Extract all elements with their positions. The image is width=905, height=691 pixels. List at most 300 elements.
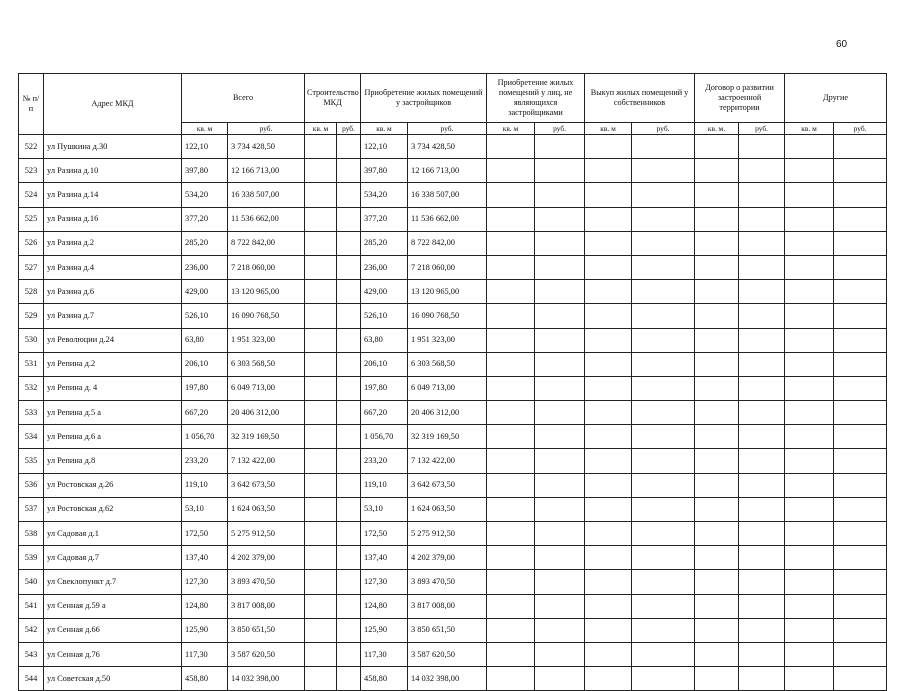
other-sum-cell — [834, 255, 887, 279]
developer-area-cell: 127,30 — [361, 570, 408, 594]
developer-sum-cell: 3 817 008,00 — [408, 594, 487, 618]
buyout-area-cell — [585, 376, 632, 400]
buyout-sum-cell — [632, 570, 695, 594]
agreement-sum-cell — [739, 425, 785, 449]
total-sum-cell: 7 218 060,00 — [228, 255, 305, 279]
developer-area-cell: 233,20 — [361, 449, 408, 473]
developer-sum-cell: 7 132 422,00 — [408, 449, 487, 473]
total-area-cell: 53,10 — [182, 497, 228, 521]
developer-area-cell: 172,50 — [361, 522, 408, 546]
construction-area-cell — [305, 570, 337, 594]
row-number: 526 — [19, 231, 44, 255]
agreement-area-cell — [695, 207, 739, 231]
developer-sum-cell: 3 734 428,50 — [408, 135, 487, 159]
table-row — [19, 401, 887, 425]
other-sum-cell — [834, 304, 887, 328]
buyout-area-cell — [585, 497, 632, 521]
total-sum-cell: 4 202 379,00 — [228, 546, 305, 570]
other-sum-cell — [834, 570, 887, 594]
table-row — [19, 183, 887, 207]
other-area-cell — [785, 425, 834, 449]
non-developer-sum-cell — [535, 231, 585, 255]
agreement-sum-cell — [739, 280, 785, 304]
row-address: ул Сенная д.59 а — [44, 594, 182, 618]
non-developer-area-cell — [487, 546, 535, 570]
construction-area-cell — [305, 522, 337, 546]
page-number: 60 — [836, 39, 848, 50]
other-area-cell — [785, 642, 834, 666]
agreement-area-cell — [695, 183, 739, 207]
agreement-area-cell — [695, 255, 739, 279]
non-developer-area-cell — [487, 183, 535, 207]
other-sum-cell — [834, 135, 887, 159]
construction-area-cell — [305, 135, 337, 159]
non-developer-sum-cell — [535, 522, 585, 546]
header-dev-agreement: Договор о развитии застроенной территории — [695, 74, 785, 123]
table-row — [19, 618, 887, 642]
non-developer-area-cell — [487, 594, 535, 618]
table-row — [19, 231, 887, 255]
total-sum-cell: 3 893 470,50 — [228, 570, 305, 594]
buyout-area-cell — [585, 570, 632, 594]
other-area-cell — [785, 401, 834, 425]
buyout-area-cell — [585, 183, 632, 207]
total-sum-cell: 14 032 398,00 — [228, 667, 305, 691]
row-number: 538 — [19, 522, 44, 546]
non-developer-sum-cell — [535, 497, 585, 521]
non-developer-area-cell — [487, 352, 535, 376]
agreement-sum-cell — [739, 618, 785, 642]
construction-sum-cell — [337, 280, 361, 304]
agreement-area-cell — [695, 328, 739, 352]
unit-rub: руб. — [535, 123, 585, 135]
non-developer-sum-cell — [535, 376, 585, 400]
buyout-sum-cell — [632, 159, 695, 183]
row-number: 532 — [19, 376, 44, 400]
construction-sum-cell — [337, 183, 361, 207]
non-developer-sum-cell — [535, 594, 585, 618]
total-sum-cell: 7 132 422,00 — [228, 449, 305, 473]
construction-sum-cell — [337, 642, 361, 666]
table-row — [19, 255, 887, 279]
total-area-cell: 206,10 — [182, 352, 228, 376]
other-area-cell — [785, 183, 834, 207]
agreement-area-cell — [695, 642, 739, 666]
other-sum-cell — [834, 159, 887, 183]
table-row — [19, 667, 887, 691]
buyout-sum-cell — [632, 183, 695, 207]
total-sum-cell: 3 587 620,50 — [228, 642, 305, 666]
row-address: ул Ростовская д.26 — [44, 473, 182, 497]
developer-sum-cell: 3 850 651,50 — [408, 618, 487, 642]
non-developer-area-cell — [487, 231, 535, 255]
agreement-area-cell — [695, 473, 739, 497]
header-total: Всего — [182, 74, 305, 123]
other-area-cell — [785, 546, 834, 570]
non-developer-sum-cell — [535, 401, 585, 425]
non-developer-sum-cell — [535, 135, 585, 159]
agreement-sum-cell — [739, 642, 785, 666]
table-row — [19, 328, 887, 352]
non-developer-sum-cell — [535, 183, 585, 207]
header-construction: Строительство МКД — [305, 74, 361, 123]
row-address: ул Репина д.6 а — [44, 425, 182, 449]
total-sum-cell: 11 536 662,00 — [228, 207, 305, 231]
agreement-sum-cell — [739, 667, 785, 691]
other-area-cell — [785, 159, 834, 183]
buyout-sum-cell — [632, 207, 695, 231]
developer-sum-cell: 1 951 323,00 — [408, 328, 487, 352]
row-address: ул Разина д.14 — [44, 183, 182, 207]
developer-area-cell: 526,10 — [361, 304, 408, 328]
developer-area-cell: 236,00 — [361, 255, 408, 279]
construction-area-cell — [305, 352, 337, 376]
table-row — [19, 570, 887, 594]
row-number: 540 — [19, 570, 44, 594]
unit-sqm: кв. м — [182, 123, 228, 135]
construction-area-cell — [305, 207, 337, 231]
other-sum-cell — [834, 594, 887, 618]
other-sum-cell — [834, 207, 887, 231]
row-address: ул Разина д.7 — [44, 304, 182, 328]
total-sum-cell: 16 090 768,50 — [228, 304, 305, 328]
construction-area-cell — [305, 449, 337, 473]
agreement-area-cell — [695, 159, 739, 183]
buyout-area-cell — [585, 231, 632, 255]
non-developer-area-cell — [487, 328, 535, 352]
unit-rub: руб. — [408, 123, 487, 135]
non-developer-area-cell — [487, 401, 535, 425]
developer-sum-cell: 3 893 470,50 — [408, 570, 487, 594]
total-sum-cell: 3 817 008,00 — [228, 594, 305, 618]
total-sum-cell: 13 120 965,00 — [228, 280, 305, 304]
construction-area-cell — [305, 546, 337, 570]
agreement-area-cell — [695, 231, 739, 255]
other-area-cell — [785, 280, 834, 304]
resettlement-table — [18, 73, 887, 691]
construction-sum-cell — [337, 546, 361, 570]
agreement-area-cell — [695, 352, 739, 376]
buyout-area-cell — [585, 207, 632, 231]
construction-sum-cell — [337, 135, 361, 159]
buyout-sum-cell — [632, 546, 695, 570]
buyout-area-cell — [585, 546, 632, 570]
construction-sum-cell — [337, 473, 361, 497]
construction-sum-cell — [337, 376, 361, 400]
agreement-area-cell — [695, 594, 739, 618]
construction-area-cell — [305, 376, 337, 400]
construction-sum-cell — [337, 231, 361, 255]
non-developer-sum-cell — [535, 449, 585, 473]
buyout-sum-cell — [632, 473, 695, 497]
buyout-sum-cell — [632, 642, 695, 666]
developer-sum-cell: 12 166 713,00 — [408, 159, 487, 183]
total-sum-cell: 3 850 651,50 — [228, 618, 305, 642]
table-row — [19, 425, 887, 449]
buyout-sum-cell — [632, 231, 695, 255]
total-area-cell: 117,30 — [182, 642, 228, 666]
non-developer-area-cell — [487, 376, 535, 400]
total-sum-cell: 6 049 713,00 — [228, 376, 305, 400]
other-sum-cell — [834, 352, 887, 376]
other-sum-cell — [834, 642, 887, 666]
row-number: 534 — [19, 425, 44, 449]
other-sum-cell — [834, 497, 887, 521]
row-address: ул Репина д.8 — [44, 449, 182, 473]
other-sum-cell — [834, 425, 887, 449]
agreement-sum-cell — [739, 304, 785, 328]
agreement-sum-cell — [739, 594, 785, 618]
total-area-cell: 172,50 — [182, 522, 228, 546]
row-number: 533 — [19, 401, 44, 425]
header-num: № п/п — [19, 74, 44, 135]
buyout-sum-cell — [632, 522, 695, 546]
non-developer-area-cell — [487, 135, 535, 159]
construction-area-cell — [305, 304, 337, 328]
buyout-area-cell — [585, 159, 632, 183]
row-number: 528 — [19, 280, 44, 304]
agreement-sum-cell — [739, 207, 785, 231]
total-area-cell: 124,80 — [182, 594, 228, 618]
total-sum-cell: 6 303 568,50 — [228, 352, 305, 376]
agreement-area-cell — [695, 667, 739, 691]
developer-sum-cell: 4 202 379,00 — [408, 546, 487, 570]
total-area-cell: 197,80 — [182, 376, 228, 400]
developer-sum-cell: 32 319 169,50 — [408, 425, 487, 449]
row-number: 542 — [19, 618, 44, 642]
unit-rub: руб. — [228, 123, 305, 135]
row-address: ул Революции д.24 — [44, 328, 182, 352]
total-sum-cell: 5 275 912,50 — [228, 522, 305, 546]
other-sum-cell — [834, 618, 887, 642]
developer-area-cell: 458,80 — [361, 667, 408, 691]
agreement-area-cell — [695, 135, 739, 159]
buyout-sum-cell — [632, 352, 695, 376]
developer-sum-cell: 14 032 398,00 — [408, 667, 487, 691]
construction-area-cell — [305, 159, 337, 183]
row-address: ул Разина д.16 — [44, 207, 182, 231]
developer-area-cell: 429,00 — [361, 280, 408, 304]
unit-rub: руб. — [337, 123, 361, 135]
construction-sum-cell — [337, 497, 361, 521]
row-number: 522 — [19, 135, 44, 159]
header-acq-developers: Приобретение жилых помещений у застройщиков — [361, 74, 487, 123]
agreement-sum-cell — [739, 570, 785, 594]
agreement-area-cell — [695, 304, 739, 328]
table-row — [19, 497, 887, 521]
row-number: 541 — [19, 594, 44, 618]
construction-sum-cell — [337, 328, 361, 352]
other-area-cell — [785, 135, 834, 159]
unit-sqm: кв. м — [361, 123, 408, 135]
total-sum-cell: 20 406 312,00 — [228, 401, 305, 425]
total-sum-cell: 32 319 169,50 — [228, 425, 305, 449]
row-number: 536 — [19, 473, 44, 497]
construction-sum-cell — [337, 401, 361, 425]
developer-sum-cell: 16 090 768,50 — [408, 304, 487, 328]
non-developer-sum-cell — [535, 425, 585, 449]
non-developer-sum-cell — [535, 255, 585, 279]
non-developer-sum-cell — [535, 618, 585, 642]
non-developer-area-cell — [487, 667, 535, 691]
table-row — [19, 135, 887, 159]
non-developer-area-cell — [487, 207, 535, 231]
row-address: ул Разина д.4 — [44, 255, 182, 279]
developer-area-cell: 377,20 — [361, 207, 408, 231]
non-developer-area-cell — [487, 522, 535, 546]
agreement-area-cell — [695, 497, 739, 521]
header-other: Другие — [785, 74, 887, 123]
row-number: 535 — [19, 449, 44, 473]
non-developer-sum-cell — [535, 328, 585, 352]
unit-sqm: кв. м — [305, 123, 337, 135]
developer-area-cell: 667,20 — [361, 401, 408, 425]
developer-area-cell: 534,20 — [361, 183, 408, 207]
buyout-sum-cell — [632, 449, 695, 473]
unit-sqm: кв. м. — [695, 123, 739, 135]
buyout-sum-cell — [632, 328, 695, 352]
total-sum-cell: 1 624 063,50 — [228, 497, 305, 521]
total-area-cell: 397,80 — [182, 159, 228, 183]
developer-sum-cell: 5 275 912,50 — [408, 522, 487, 546]
total-sum-cell: 8 722 842,00 — [228, 231, 305, 255]
agreement-sum-cell — [739, 328, 785, 352]
other-sum-cell — [834, 522, 887, 546]
buyout-area-cell — [585, 352, 632, 376]
table-row — [19, 304, 887, 328]
other-sum-cell — [834, 183, 887, 207]
total-area-cell: 1 056,70 — [182, 425, 228, 449]
other-sum-cell — [834, 667, 887, 691]
developer-sum-cell: 7 218 060,00 — [408, 255, 487, 279]
other-area-cell — [785, 207, 834, 231]
total-sum-cell: 3 734 428,50 — [228, 135, 305, 159]
row-number: 529 — [19, 304, 44, 328]
other-sum-cell — [834, 449, 887, 473]
non-developer-area-cell — [487, 642, 535, 666]
buyout-area-cell — [585, 280, 632, 304]
developer-sum-cell: 3 587 620,50 — [408, 642, 487, 666]
row-address: ул Садовая д.7 — [44, 546, 182, 570]
developer-area-cell: 122,10 — [361, 135, 408, 159]
row-number: 543 — [19, 642, 44, 666]
other-area-cell — [785, 255, 834, 279]
construction-sum-cell — [337, 352, 361, 376]
developer-sum-cell: 16 338 507,00 — [408, 183, 487, 207]
agreement-area-cell — [695, 618, 739, 642]
other-area-cell — [785, 497, 834, 521]
construction-area-cell — [305, 280, 337, 304]
developer-sum-cell: 6 303 568,50 — [408, 352, 487, 376]
agreement-sum-cell — [739, 159, 785, 183]
other-area-cell — [785, 522, 834, 546]
developer-area-cell: 124,80 — [361, 594, 408, 618]
row-number: 527 — [19, 255, 44, 279]
construction-sum-cell — [337, 667, 361, 691]
total-area-cell: 526,10 — [182, 304, 228, 328]
developer-sum-cell: 1 624 063,50 — [408, 497, 487, 521]
agreement-sum-cell — [739, 135, 785, 159]
total-area-cell: 667,20 — [182, 401, 228, 425]
construction-area-cell — [305, 667, 337, 691]
agreement-area-cell — [695, 425, 739, 449]
other-area-cell — [785, 667, 834, 691]
construction-area-cell — [305, 401, 337, 425]
header-row — [19, 74, 887, 123]
total-area-cell: 125,90 — [182, 618, 228, 642]
construction-area-cell — [305, 594, 337, 618]
buyout-area-cell — [585, 642, 632, 666]
row-number: 524 — [19, 183, 44, 207]
buyout-area-cell — [585, 425, 632, 449]
construction-area-cell — [305, 618, 337, 642]
developer-area-cell: 117,30 — [361, 642, 408, 666]
agreement-area-cell — [695, 401, 739, 425]
construction-area-cell — [305, 642, 337, 666]
other-area-cell — [785, 594, 834, 618]
buyout-area-cell — [585, 667, 632, 691]
developer-area-cell: 119,10 — [361, 473, 408, 497]
table-row — [19, 522, 887, 546]
construction-area-cell — [305, 231, 337, 255]
non-developer-sum-cell — [535, 304, 585, 328]
non-developer-sum-cell — [535, 473, 585, 497]
non-developer-sum-cell — [535, 207, 585, 231]
agreement-area-cell — [695, 449, 739, 473]
total-area-cell: 429,00 — [182, 280, 228, 304]
buyout-area-cell — [585, 135, 632, 159]
developer-area-cell: 197,80 — [361, 376, 408, 400]
agreement-sum-cell — [739, 473, 785, 497]
buyout-area-cell — [585, 473, 632, 497]
buyout-sum-cell — [632, 376, 695, 400]
non-developer-sum-cell — [535, 280, 585, 304]
agreement-area-cell — [695, 546, 739, 570]
non-developer-sum-cell — [535, 570, 585, 594]
total-sum-cell: 1 951 323,00 — [228, 328, 305, 352]
row-address: ул Свеклопункт д.7 — [44, 570, 182, 594]
total-area-cell: 377,20 — [182, 207, 228, 231]
row-number: 544 — [19, 667, 44, 691]
row-address: ул Репина д.2 — [44, 352, 182, 376]
other-area-cell — [785, 449, 834, 473]
row-number: 531 — [19, 352, 44, 376]
agreement-sum-cell — [739, 522, 785, 546]
buyout-sum-cell — [632, 594, 695, 618]
non-developer-area-cell — [487, 159, 535, 183]
non-developer-area-cell — [487, 473, 535, 497]
construction-sum-cell — [337, 522, 361, 546]
construction-area-cell — [305, 425, 337, 449]
developer-area-cell: 137,40 — [361, 546, 408, 570]
developer-area-cell: 397,80 — [361, 159, 408, 183]
total-sum-cell: 12 166 713,00 — [228, 159, 305, 183]
table-row — [19, 280, 887, 304]
buyout-sum-cell — [632, 304, 695, 328]
buyout-sum-cell — [632, 135, 695, 159]
header-buyout: Выкуп жилых помещений у собственников — [585, 74, 695, 123]
construction-sum-cell — [337, 159, 361, 183]
non-developer-sum-cell — [535, 352, 585, 376]
total-area-cell: 122,10 — [182, 135, 228, 159]
developer-sum-cell: 3 642 673,50 — [408, 473, 487, 497]
table-row — [19, 594, 887, 618]
construction-sum-cell — [337, 618, 361, 642]
row-number: 525 — [19, 207, 44, 231]
agreement-sum-cell — [739, 449, 785, 473]
table-row — [19, 207, 887, 231]
table-row — [19, 376, 887, 400]
